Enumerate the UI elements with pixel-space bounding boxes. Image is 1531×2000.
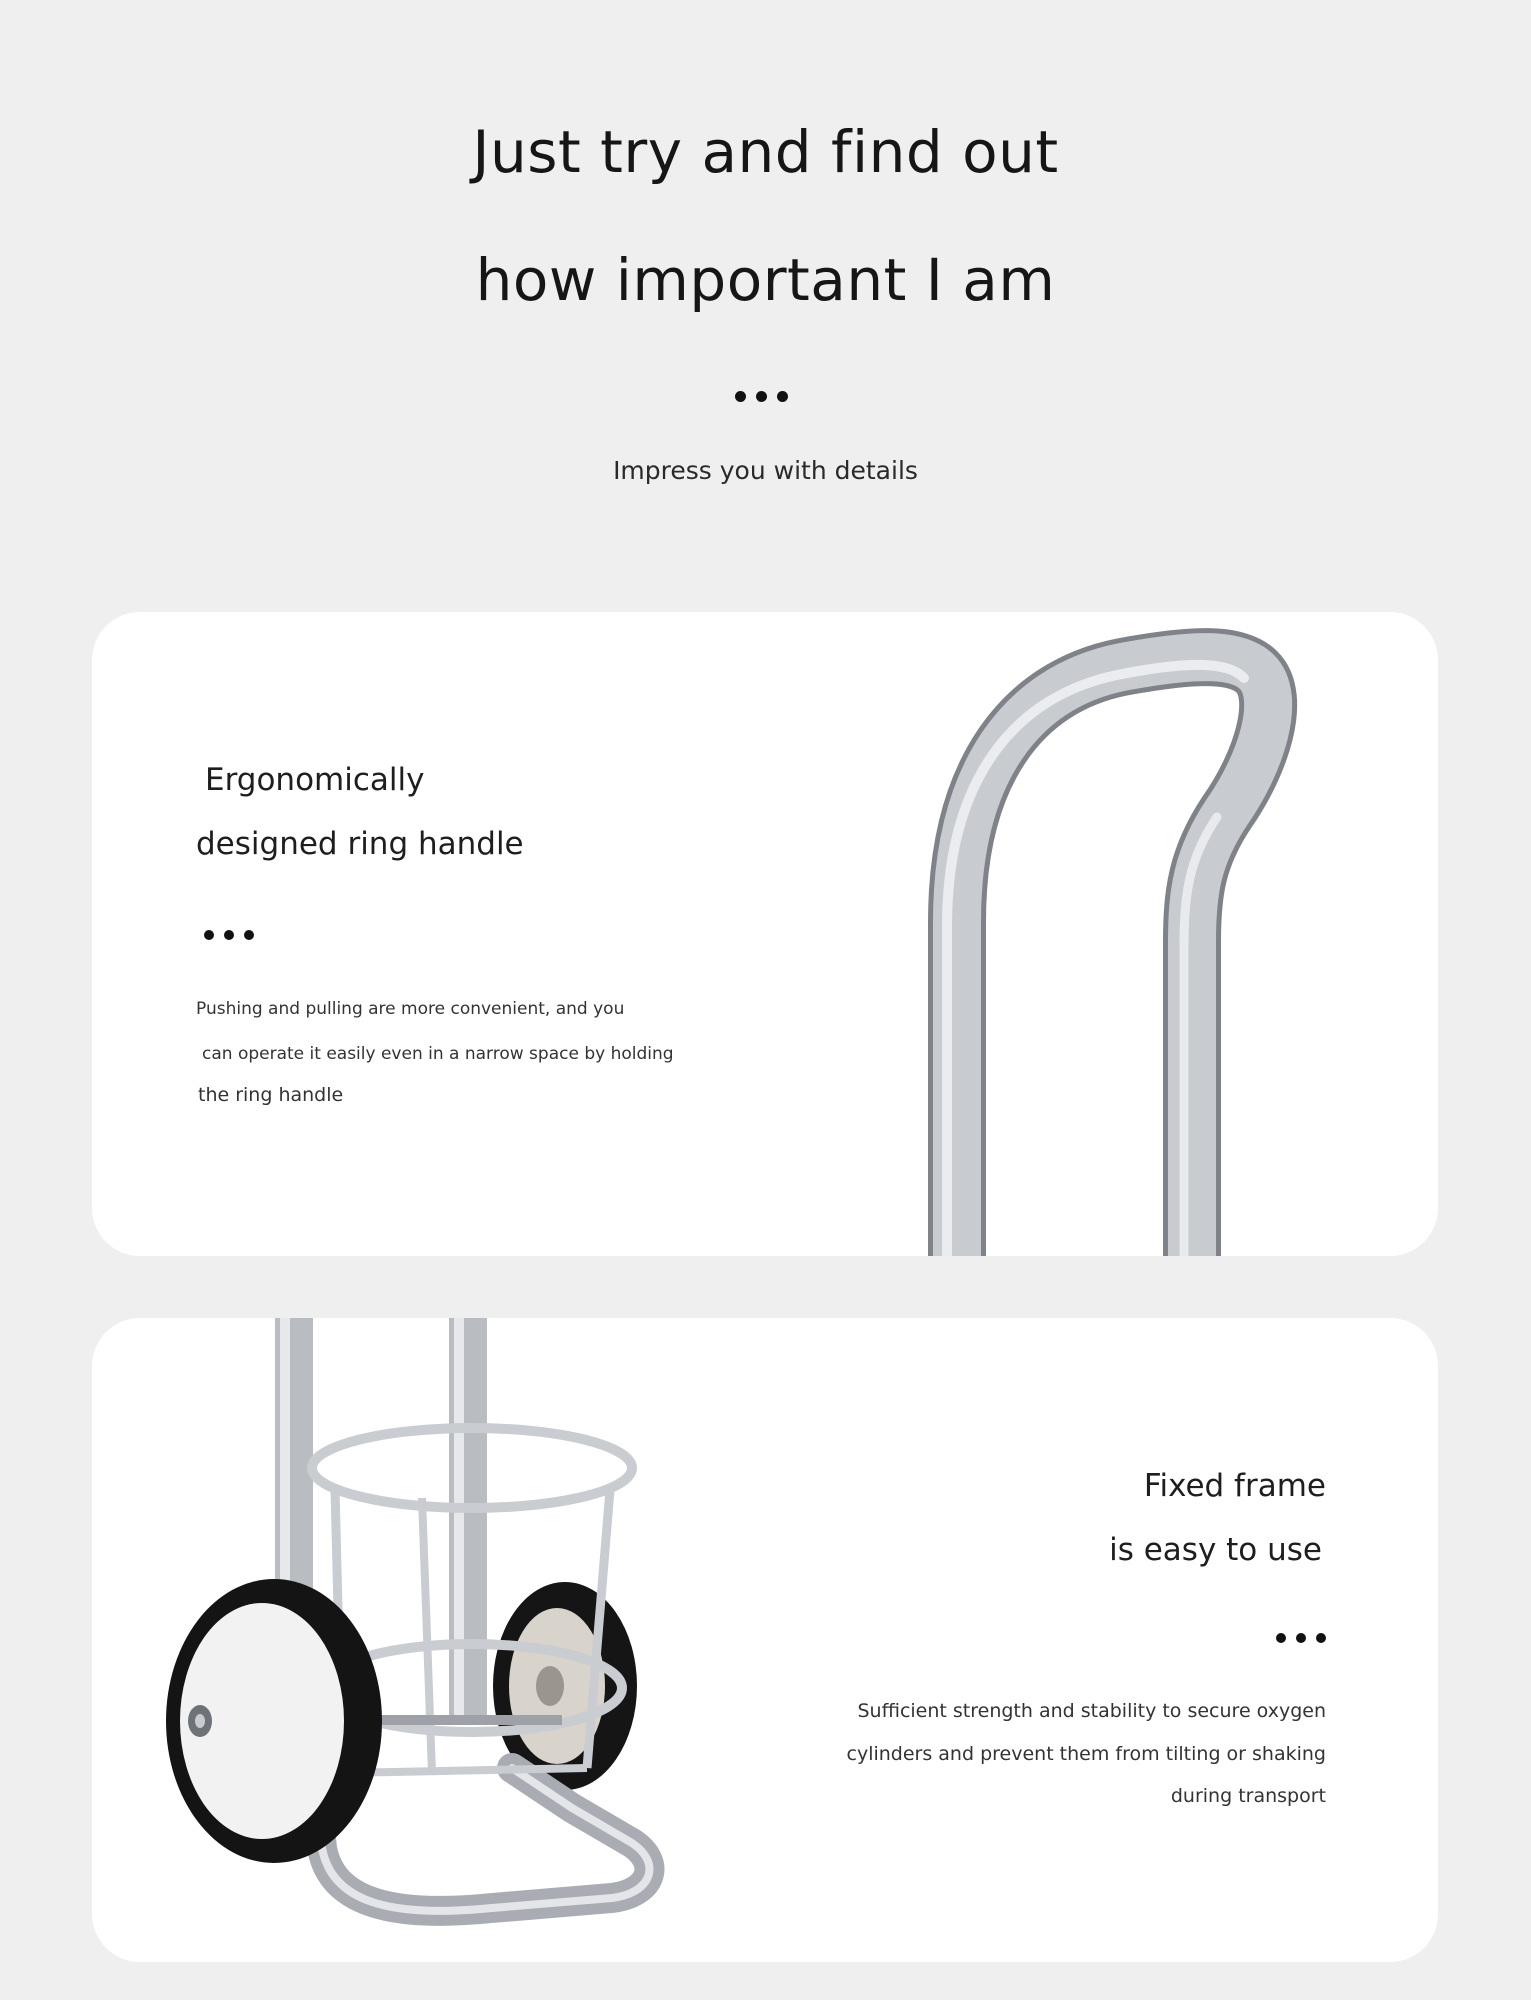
ellipsis-dots-icon [1276, 1633, 1326, 1643]
handle-title-line2: designed ring handle [196, 826, 524, 862]
hero-subtitle: Impress you with details [613, 456, 918, 485]
handle-description-line1: Pushing and pulling are more convenient, and you [196, 999, 625, 1019]
hero-section [0, 0, 1531, 560]
frame-title-line2: is easy to use [1109, 1532, 1322, 1568]
handle-title-line1: Ergonomically [205, 762, 425, 798]
fixed-frame-card [92, 1318, 1438, 1962]
ring-handle-card [92, 612, 1438, 1256]
hero-headline-line1: Just try and find out [472, 118, 1059, 186]
frame-description-line2: cylinders and prevent them from tilting or shaking [846, 1743, 1326, 1765]
handle-description-line2: can operate it easily even in a narrow space by holding [202, 1044, 674, 1064]
frame-title-line1: Fixed frame [1143, 1468, 1326, 1504]
ellipsis-dots-icon [735, 391, 788, 402]
frame-description-line1: Sufficient strength and stability to secure oxygen [857, 1700, 1326, 1722]
ring-handle-image [892, 612, 1438, 1256]
ellipsis-dots-icon [204, 930, 254, 940]
frame-description-line3: during transport [1170, 1785, 1326, 1807]
cylinder-cart-image [92, 1318, 732, 1962]
handle-description-line3: the ring handle [198, 1084, 344, 1106]
hero-headline-line2: how important I am [475, 246, 1056, 314]
